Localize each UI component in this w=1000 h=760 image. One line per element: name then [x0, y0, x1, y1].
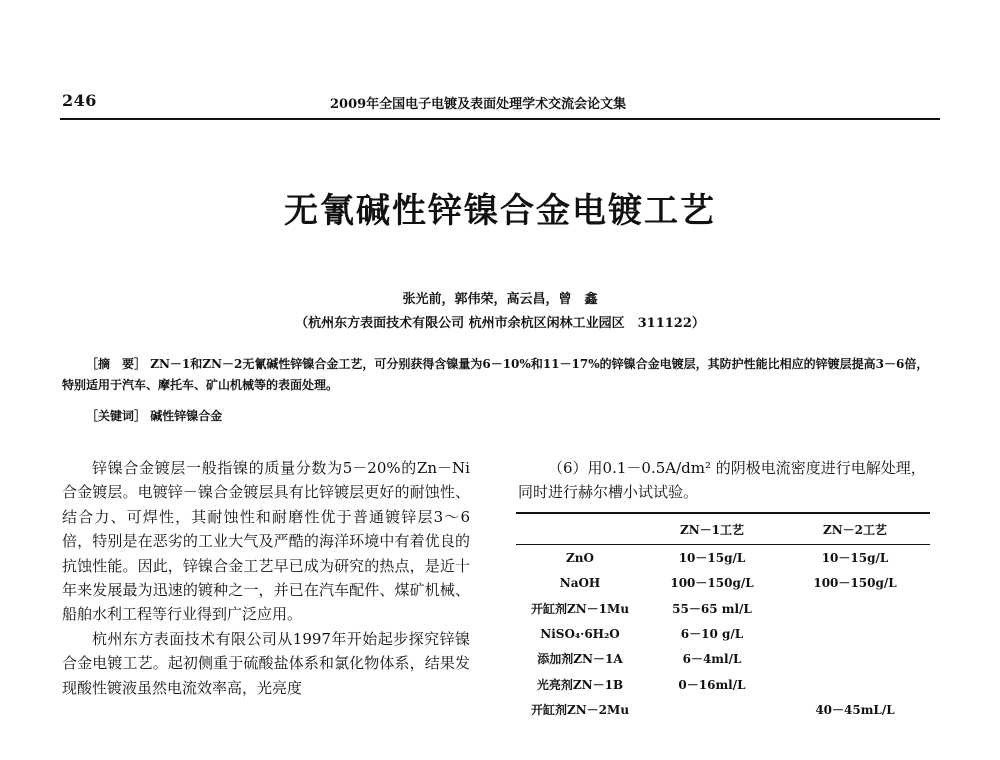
table-cell: 10－15g/L — [678, 551, 746, 566]
right-column — [518, 456, 928, 505]
article-authors: 张光前，郭伟荣，高云昌，曾 鑫 — [402, 292, 598, 307]
table-row — [516, 545, 930, 571]
table-cell — [780, 646, 930, 671]
table-cell: NaOH — [559, 575, 601, 590]
table-cell: 40－45mL/L — [815, 702, 895, 717]
keywords-text: 碱性锌镍合金 — [150, 409, 223, 423]
table-row — [516, 697, 930, 722]
table-cell: 开缸剂ZN－2Mu — [530, 702, 630, 717]
body-paragraph-1: 锌镍合金镀层一般指镍的质量分数为5－20%的Zn－Ni合金镀层。电镀锌－镍合金镀层具有比锌镀层更好的耐蚀性、结合力、可焊性，其耐蚀性和耐磨性优于普通镀锌层3～6倍，特别是在恶劣的工业大气及严酷的海洋环境中有着优良的抗蚀性能。因此，锌镍合金工艺早已成为研究的热点，是近十年来发展最为迅速的镀种之一，并已在汽车配件、煤矿机械、船舶水利工程等行业得到广泛应用。 — [62, 459, 470, 624]
table-header-cell: ZN－2工艺 — [822, 522, 888, 537]
table-row — [516, 621, 930, 646]
keywords-label: ［关键词］ — [86, 409, 147, 423]
article-affiliation: （杭州东方表面技术有限公司 杭州市余杭区闲林工业园区 311122） — [295, 316, 705, 331]
table-cell: 6－10 g/L — [680, 627, 744, 642]
table-cell: 开缸剂ZN－1Mu — [530, 601, 630, 616]
article-title: 无氰碱性锌镍合金电镀工艺 — [284, 191, 716, 231]
header-rule — [60, 118, 940, 120]
table-cell: 添加剂ZN－1A — [537, 652, 623, 667]
body-paragraph-2: 杭州东方表面技术有限公司从1997年开始起步探究锌镍合金电镀工艺。起初侧重于硫酸盐体系和氯化物体系，结果发现酸性镀液虽然电流效率高，光亮度 — [62, 629, 470, 697]
table-cell — [644, 697, 780, 722]
process-table — [516, 512, 930, 722]
running-header: 2009年全国电子电镀及表面处理学术交流会论文集 — [330, 97, 627, 112]
table-header-row — [516, 513, 930, 545]
table-cell: 6－4ml/L — [682, 652, 742, 667]
table-header-cell: ZN－1工艺 — [679, 522, 745, 537]
left-column — [62, 456, 470, 700]
table-row — [516, 570, 930, 595]
table-cell: 100－150g/L — [813, 576, 897, 591]
table-row — [516, 646, 930, 671]
abstract-text: ZN－1和ZN－2无氰碱性锌镍合金工艺，可分别获得含镍量为6－10%和11－17%的锌镍合金电镀层，其防护性能比相应的锌镀层提高3－6倍，特别适用于汽车、摩托车、矿山机械等的表面处理。 — [62, 357, 929, 392]
table-cell — [780, 671, 930, 696]
table-cell: 55－65 ml/L — [672, 601, 752, 616]
table-row — [516, 671, 930, 696]
abstract-label: ［摘 要］ — [86, 357, 147, 371]
keywords — [86, 407, 222, 424]
right-paragraph: （6）用0.1－0.5A/dm² 的阴极电流密度进行电解处理，同时进行赫尔槽小试试验。 — [518, 459, 926, 502]
table-cell: ZnO — [566, 550, 594, 565]
table-cell: 10－15g/L — [821, 551, 889, 566]
table-cell: NiSO₄·6H₂O — [540, 626, 620, 641]
table-cell: 100－150g/L — [670, 576, 754, 591]
page-number: 246 — [62, 91, 97, 110]
table-cell — [780, 596, 930, 621]
abstract — [62, 354, 940, 396]
table-cell: 光亮剂ZN－1B — [536, 677, 624, 692]
table-cell: 0－16ml/L — [678, 677, 746, 692]
table-cell — [780, 621, 930, 646]
table-row — [516, 596, 930, 621]
table-header-cell — [516, 513, 644, 545]
